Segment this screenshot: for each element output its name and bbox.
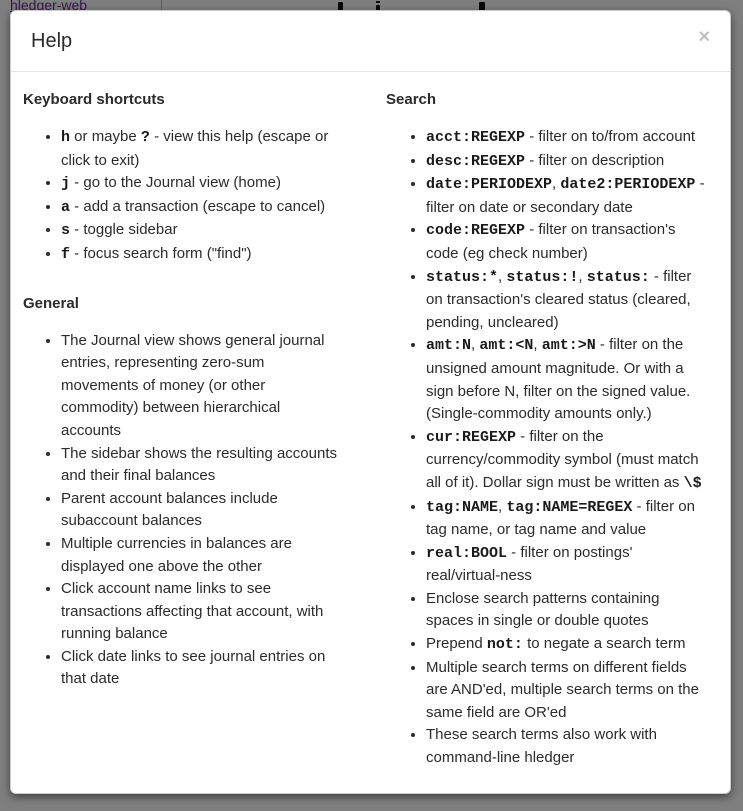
code-term: code:REGEXP [426, 222, 526, 240]
code-term: ? [140, 129, 150, 146]
text-run: - filter on tag name, or tag name and value [426, 497, 695, 539]
text-run: - focus search form ("find") [70, 244, 252, 262]
code-term: amt:<N [479, 337, 534, 355]
list-item [426, 426, 710, 496]
code-term: status:* [426, 268, 499, 286]
code-term: j [61, 175, 71, 193]
list-item [426, 542, 710, 588]
column-right [386, 88, 710, 770]
text-run: , [471, 336, 480, 354]
search-list [386, 126, 710, 770]
code-term: amt:N [426, 337, 472, 355]
code-term: tag:NAME [426, 498, 499, 516]
list-item [426, 266, 710, 335]
text-run: These search terms also work with command-line hledger [426, 726, 657, 767]
list-item [61, 172, 341, 196]
text-run: - go to the Journal view (home) [70, 174, 281, 192]
text-run: , [578, 267, 587, 285]
keyboard-shortcuts-list [23, 126, 341, 267]
list-item [61, 646, 341, 691]
code-term: amt:>N [541, 337, 596, 355]
modal-body [11, 72, 730, 770]
code-term: status: [586, 268, 650, 286]
list-item [426, 724, 710, 769]
list-item [426, 173, 710, 219]
text-run: Parent account balances include subaccount balances [61, 489, 278, 530]
code-term: tag:NAME=REGEX [506, 498, 633, 516]
code-term: h [61, 129, 71, 146]
text-run: - view this help (escape or click to exit) [61, 128, 329, 169]
list-item [426, 219, 710, 265]
close-icon: × [698, 26, 710, 48]
text-run: - filter on the unsigned amount magnitude. Or with a sign before N, filter on the signed value. (Single-commodity amounts only.) [426, 336, 691, 423]
code-term: s [61, 222, 71, 240]
list-item [426, 633, 710, 657]
text-run: Prepend [426, 635, 487, 653]
modal-header [11, 11, 730, 72]
text-run: , [498, 267, 507, 285]
list-item [61, 443, 341, 488]
general-list [23, 330, 341, 692]
list-item [426, 588, 710, 633]
list-item [61, 578, 341, 646]
code-term: cur:REGEXP [426, 428, 517, 446]
text-run: The Journal view shows general journal entries, representing zero-sum movements of money (or other commodity) between hierarchical accounts [61, 331, 325, 439]
text-run: - add a transaction (escape to cancel) [70, 197, 326, 215]
code-term: status:! [506, 268, 579, 286]
text-run: , [552, 175, 561, 193]
code-term: not: [486, 636, 523, 654]
text-run: to negate a search term [522, 635, 686, 653]
text-run: - filter on transaction's cleared status (cleared, pending, uncleared) [426, 267, 692, 331]
code-term: f [61, 245, 71, 263]
modal-title: Help [31, 30, 73, 52]
list-item [61, 330, 341, 443]
search-heading: Search [386, 91, 437, 108]
list-item [61, 488, 341, 533]
help-modal [10, 10, 731, 794]
code-term: date:PERIODEXP [426, 176, 553, 194]
text-run: - toggle sidebar [70, 221, 178, 239]
text-run: or maybe [70, 128, 141, 145]
text-run: The sidebar shows the resulting accounts and their final balances [61, 444, 337, 485]
text-run: Multiple search terms on different fields are AND'ed, multiple search terms on the same field are OR'ed [426, 658, 699, 721]
code-term: desc:REGEXP [426, 152, 526, 170]
text-run: Multiple currencies in balances are displayed one above the other [61, 534, 292, 575]
text-run: - filter on date or secondary date [426, 175, 705, 216]
text-run: - filter on transaction's code (eg check number) [426, 221, 676, 262]
text-run: , [498, 497, 507, 515]
list-item [61, 533, 341, 578]
text-run: , [533, 336, 542, 354]
list-item [426, 126, 710, 150]
text-run: Click account name links to see transactions affecting that account, with running balance [61, 580, 324, 643]
list-item [426, 496, 710, 542]
column-left [23, 88, 341, 770]
text-run: - filter on description [525, 151, 665, 169]
text-run: Click date links to see journal entries on that date [61, 647, 326, 688]
text-run: - filter on postings' real/virtual-ness [426, 543, 633, 585]
list-item [426, 657, 710, 725]
list-item [61, 196, 341, 220]
code-term: \$ [683, 474, 702, 492]
list-item [61, 219, 341, 243]
code-term: date2:PERIODEXP [560, 176, 696, 194]
list-item [426, 334, 710, 425]
close-button[interactable] [694, 27, 714, 47]
list-item [61, 243, 341, 267]
general-heading: General [23, 294, 79, 312]
text-run: Enclose search patterns containing spaces in single or double quotes [426, 589, 660, 630]
text-run: - filter on to/from account [525, 128, 696, 145]
list-item [61, 126, 341, 172]
code-term: acct:REGEXP [426, 129, 526, 146]
keyboard-shortcuts-heading: Keyboard shortcuts [23, 91, 165, 108]
code-term: real:BOOL [426, 544, 508, 562]
list-item [426, 150, 710, 174]
code-term: a [61, 198, 71, 216]
text-run: - filter on the currency/commodity symbol (must match all of it). Dollar sign must be written as [426, 427, 699, 491]
